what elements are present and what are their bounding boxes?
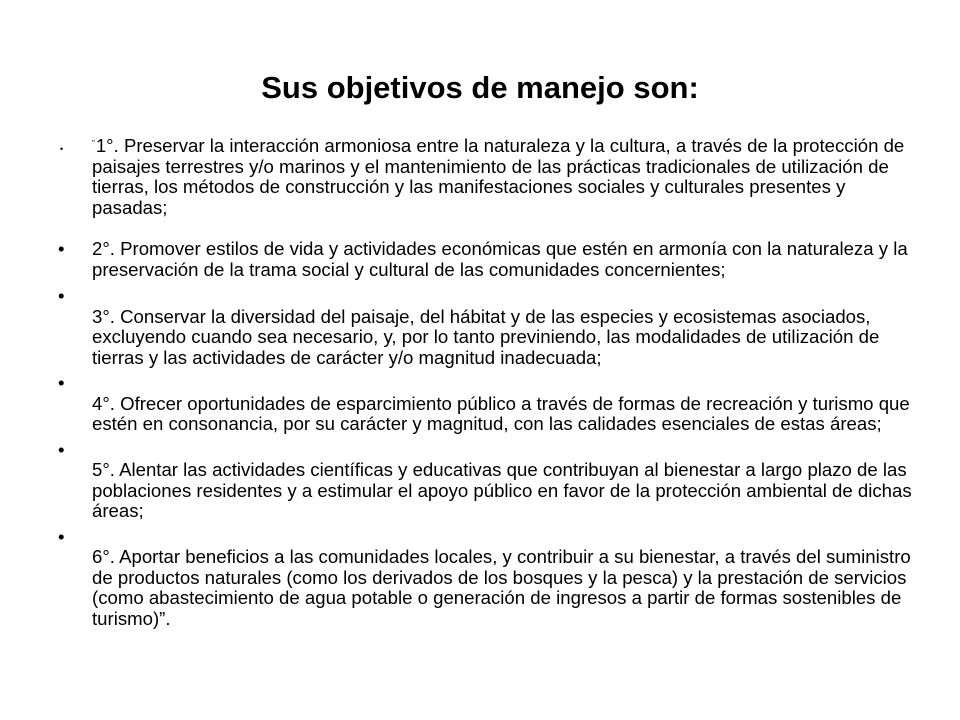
objective-4-text: 4°. Ofrecer oportunidades de esparcimiento público a través de formas de recreación y turismo que estén en consonancia, por su carácter y magnitud, con las calidades esenciales de estas áreas; xyxy=(92,392,910,434)
bullet-icon: • xyxy=(58,285,65,306)
opening-quote: " xyxy=(92,139,95,148)
objective-2-text: 2°. Promover estilos de vida y actividades económicas que estén en armonía con la naturaleza y la preservación de la trama social y cultural de las comunidades concernientes; xyxy=(92,238,908,280)
slide-title: Sus objetivos de manejo son: xyxy=(261,70,699,105)
list-item-objective-4 xyxy=(55,373,915,435)
objective-3-text: 3°. Conservar la diversidad del paisaje, del hábitat y de las especies y ecosistemas asociados, excluyendo cuando sea necesario, y, por lo tanto previniendo, las modalidades de utilización de tierras y las actividades de carácter y/o magnitud inadecuada; xyxy=(92,305,880,368)
bullet-icon: • xyxy=(58,438,65,460)
list-item-objective-6 xyxy=(55,527,915,630)
objective-1-body: 1°. Preservar la interacción armoniosa entre la naturaleza y la cultura, a través de la protección de paisajes terrestres y/o marinos y el mantenimiento de las prácticas tradicionales de utilización de tierras, los métodos de construcción y las manifestaciones sociales y culturales presentes y pasadas; xyxy=(92,135,905,218)
list-item-objective-3 xyxy=(55,286,915,368)
objective-5-text: 5°. Alentar las actividades científicas y educativas que contribuyan al bienestar a largo plazo de las poblaciones residentes y a estimular el apoyo público en favor de la protección ambiental de dichas áreas; xyxy=(92,459,912,521)
list-item-objective-5 xyxy=(55,440,915,522)
list-item-objective-1 xyxy=(55,134,915,218)
objective-1-text xyxy=(92,134,915,218)
objectives-list xyxy=(55,134,915,629)
bullet-icon: • xyxy=(60,144,64,154)
list-item-objective-2 xyxy=(55,239,915,280)
objective-6-text: 6°. Aportar beneficios a las comunidades locales, y contribuir a su bienestar, a través del suministro de productos naturales (como los derivados de los bosques y la pesca) y la prestación de servicios (como abastecimiento de agua potable o generación de ingresos a partir de formas sostenibles de turismo)”. xyxy=(92,546,911,629)
bullet-icon: • xyxy=(58,372,65,393)
bullet-icon: • xyxy=(58,238,65,259)
bullet-icon: • xyxy=(58,525,65,547)
